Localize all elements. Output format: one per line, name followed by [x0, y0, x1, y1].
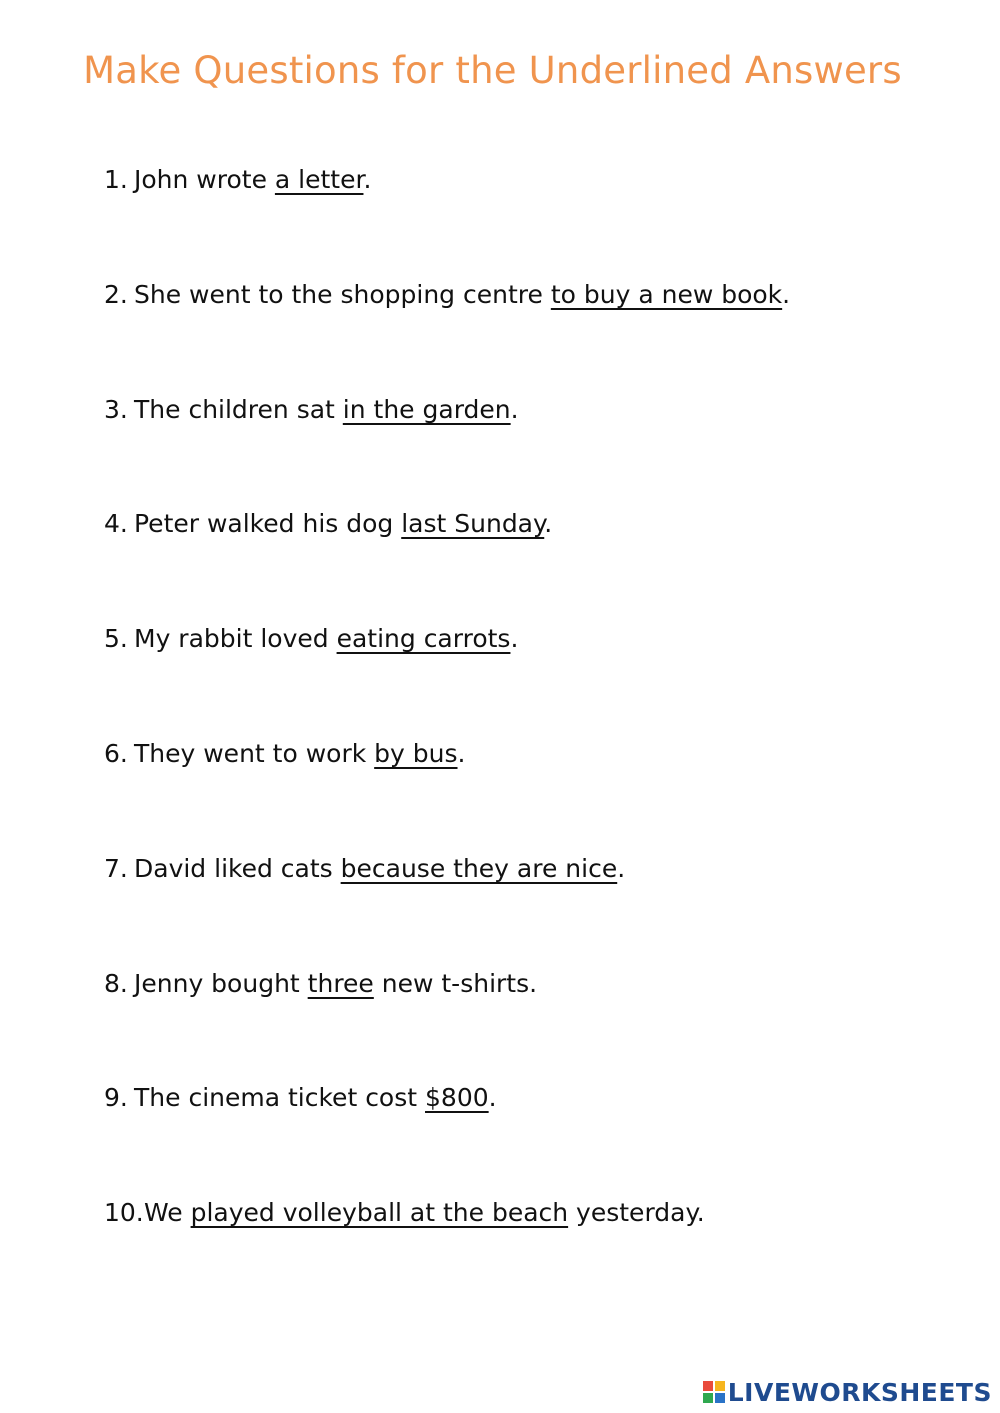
underlined-answer: in the garden	[342, 395, 511, 424]
question-text-after: .	[510, 395, 519, 424]
question-text-after: .	[488, 1083, 497, 1112]
underlined-answer: eating carrots	[336, 624, 511, 653]
underlined-answer: last Sunday	[401, 509, 545, 538]
question-item	[104, 964, 537, 1004]
liveworksheets-logo	[703, 1375, 992, 1409]
question-text-after: .	[363, 165, 372, 194]
question-number: 8.	[104, 969, 128, 998]
question-item	[104, 734, 465, 774]
logo-text: LIVEWORKSHEETS	[727, 1377, 992, 1407]
question-text-before: Jenny bought	[134, 969, 308, 998]
question-text-after: .	[617, 854, 626, 883]
question-item	[104, 390, 519, 430]
question-item	[104, 1193, 705, 1233]
question-text-after: .	[544, 509, 553, 538]
question-number: 4.	[104, 509, 128, 538]
question-item	[104, 275, 790, 315]
underlined-answer: to buy a new book	[550, 280, 783, 309]
question-item	[104, 1078, 497, 1118]
question-item	[104, 849, 625, 889]
underlined-answer: played volleyball at the beach	[190, 1198, 569, 1227]
question-number: 9.	[104, 1083, 128, 1112]
page-title: Make Questions for the Underlined Answers	[83, 49, 902, 92]
question-text-after: .	[782, 280, 791, 309]
question-text-before: John wrote	[134, 165, 275, 194]
underlined-answer: by bus	[374, 739, 458, 768]
question-item	[104, 504, 552, 544]
question-text-before: The children sat	[134, 395, 343, 424]
question-text-after: new t-shirts.	[373, 969, 538, 998]
question-text-after: .	[510, 624, 519, 653]
question-number: 5.	[104, 624, 128, 653]
question-number: 1.	[104, 165, 128, 194]
question-text-before: They went to work	[134, 739, 375, 768]
underlined-answer: a letter	[274, 165, 364, 194]
question-number: 2.	[104, 280, 128, 309]
question-text-before: The cinema ticket cost	[134, 1083, 426, 1112]
question-text-before: Peter walked his dog	[134, 509, 402, 538]
question-text-before: She went to the shopping centre	[134, 280, 551, 309]
question-text-after: yesterday.	[568, 1198, 705, 1227]
question-text-before: My rabbit loved	[134, 624, 337, 653]
question-number: 10.	[104, 1198, 144, 1227]
underlined-answer: $800	[425, 1083, 489, 1112]
question-item	[104, 160, 371, 200]
liveworksheets-logo-icon	[703, 1381, 725, 1403]
question-text-after: .	[457, 739, 466, 768]
question-item	[104, 619, 518, 659]
question-number: 3.	[104, 395, 128, 424]
question-number: 7.	[104, 854, 128, 883]
underlined-answer: three	[307, 969, 374, 998]
question-number: 6.	[104, 739, 128, 768]
question-text-before: We	[144, 1198, 191, 1227]
question-text-before: David liked cats	[134, 854, 341, 883]
underlined-answer: because they are nice	[340, 854, 618, 883]
